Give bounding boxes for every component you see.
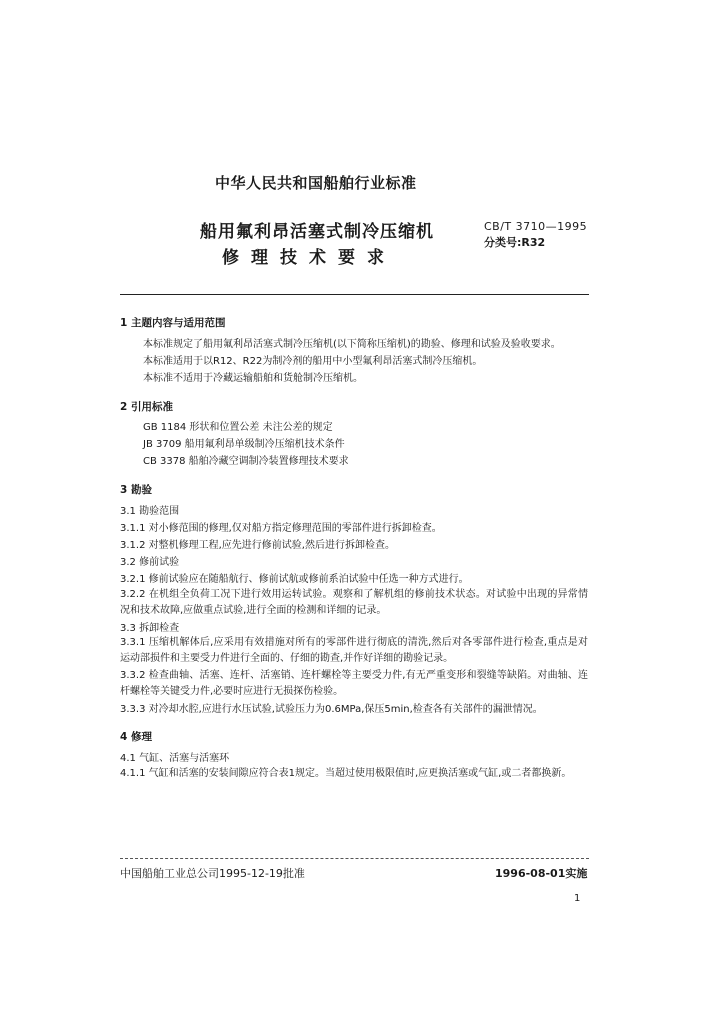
clause-4-1: 4.1 气缸、活塞与活塞环	[120, 753, 230, 764]
header-rule	[120, 294, 589, 295]
reference-item: JB 3709 船用氟利昂单级制冷压缩机技术条件	[143, 439, 345, 450]
section-4-heading: 4 修理	[120, 731, 152, 743]
section-2-heading: 2 引用标准	[120, 401, 173, 413]
clause-3-1-1: 3.1.1 对小修范围的修理,仅对船方指定修理范围的零部件进行拆卸检查。	[120, 523, 442, 534]
document-title: 船用氟利昂活塞式制冷压缩机	[200, 222, 434, 242]
section-1-heading: 1 主题内容与适用范围	[120, 317, 226, 329]
footer-rule	[120, 858, 589, 859]
section-1-para-3: 本标准不适用于冷藏运输船舶和货舱制冷压缩机。	[143, 373, 363, 384]
reference-item: GB 1184 形状和位置公差 未注公差的规定	[143, 422, 333, 433]
clause-3-3: 3.3 拆卸检查	[120, 623, 180, 634]
clause-3-2: 3.2 修前试验	[120, 557, 180, 568]
clause-3-3-3: 3.3.3 对冷却水腔,应进行水压试验,试验压力为0.6MPa,保压5min,检查各有关部件的漏泄情况。	[120, 704, 543, 715]
section-1-para-2: 本标准适用于以R12、R22为制冷剂的船用中小型氟利昂活塞式制冷压缩机。	[143, 356, 483, 367]
clause-3-2-2: 3.2.2 在机组全负荷工况下进行效用运转试验。观察和了解机组的修前技术状态。对试验中出现的异常情况和技术故障,应做重点试验,进行全面的检测和详细的记录。	[120, 589, 588, 616]
clause-3-3-1: 3.3.1 压缩机解体后,应采用有效措施对所有的零部件进行彻底的清洗,然后对各零部件进行检查,重点是对运动部损件和主要受力件进行全面的、仔细的勘查,并作好详细的勘验记录。	[120, 637, 588, 664]
clause-4-1-1: 4.1.1 气缸和活塞的安装间隙应符合表1规定。当超过使用极限值时,应更换活塞或气缸,或二者都换新。	[120, 768, 572, 779]
section-1-para-1: 本标准规定了船用氟利昂活塞式制冷压缩机(以下简称压缩机)的勘验、修理和试验及验收要求。	[143, 339, 561, 350]
reference-item: CB 3378 船舶冷藏空调制冷装置修理技术要求	[143, 456, 349, 467]
clause-3-1-2: 3.1.2 对整机修理工程,应先进行修前试验,然后进行拆卸检查。	[120, 540, 395, 551]
issuing-authority: 中华人民共和国船舶行业标准	[215, 174, 417, 192]
clause-3-1: 3.1 勘验范围	[120, 506, 180, 517]
section-3-heading: 3 勘验	[120, 484, 152, 496]
implementation-date: 1996-08-01实施	[495, 867, 588, 880]
approval-note: 中国船舶工业总公司1995-12-19批准	[120, 867, 305, 880]
classification-number: 分类号:R32	[484, 236, 546, 249]
document-subtitle: 修理技术要求	[222, 248, 396, 268]
clause-3-3-2: 3.3.2 检查曲轴、活塞、连杆、活塞销、连杆螺栓等主要受力件,有无严重变形和裂缝等缺陷。对曲轴、连杆螺栓等关键受力件,必要时应进行无损探伤检验。	[120, 670, 588, 697]
standard-number: CB/T 3710—1995	[484, 220, 588, 233]
clause-3-2-1: 3.2.1 修前试验应在随船航行、修前试航或修前系泊试验中任选一种方式进行。	[120, 574, 469, 585]
page-number: 1	[574, 893, 581, 904]
